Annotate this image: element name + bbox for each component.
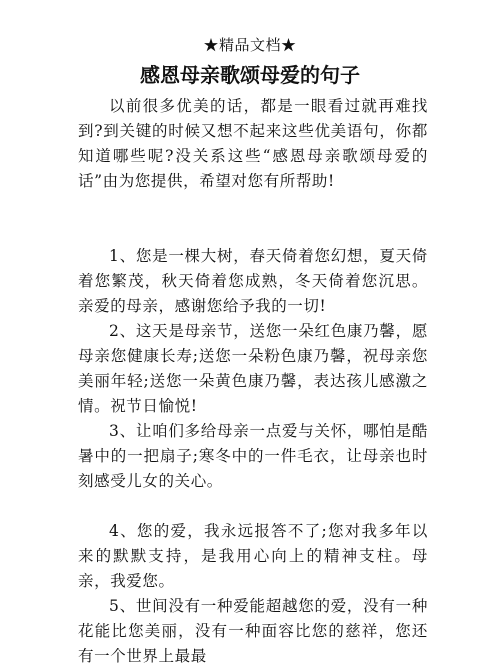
header-banner: ★精品文档★ <box>203 36 297 54</box>
paragraph-gap <box>78 494 428 519</box>
item-paragraph-1: 1、您是一棵大树，春天倚着您幻想，夏天倚着您繁茂，秋天倚着您成熟，冬天倚着您沉思。亲爱的母亲，感谢您给予我的一切! <box>78 247 428 315</box>
item-paragraph-2: 2、这天是母亲节，送您一朵红色康乃馨，愿母亲您健康长寿;送您一朵粉色康乃馨，祝母亲您美丽年轻;送您一朵黄色康乃馨，表达孩儿感激之情。祝节日愉悦! <box>78 322 428 415</box>
item-paragraph-4: 4、您的爱，我永远报答不了;您对我多年以来的默默支持，是我用心向上的精神支柱。母亲，我爱您。 <box>78 522 428 590</box>
page-title: 感恩母亲歌颂母爱的句子 <box>140 63 360 87</box>
item-paragraph-5: 5、世间没有一种爱能超越您的爱，没有一种花能比您美丽，没有一种面容比您的慈祥，您还有一个世界上最最 <box>78 597 428 665</box>
intro-paragraph: 以前很多优美的话，都是一眼看过就再难找到?到关键的时候又想不起来这些优美语句，你都知道哪些呢?没关系这些“感恩母亲歌颂母爱的话”由为您提供，希望对您有所帮助! <box>78 97 428 190</box>
document-body <box>78 94 428 669</box>
paragraph-gap <box>78 194 428 219</box>
item-paragraph-3: 3、让咱们多给母亲一点爱与关怀，哪怕是酷暑中的一把扇子;寒冬中的一件毛衣，让母亲也时刻感受儿女的关心。 <box>78 422 428 490</box>
paragraph-gap <box>78 219 428 244</box>
